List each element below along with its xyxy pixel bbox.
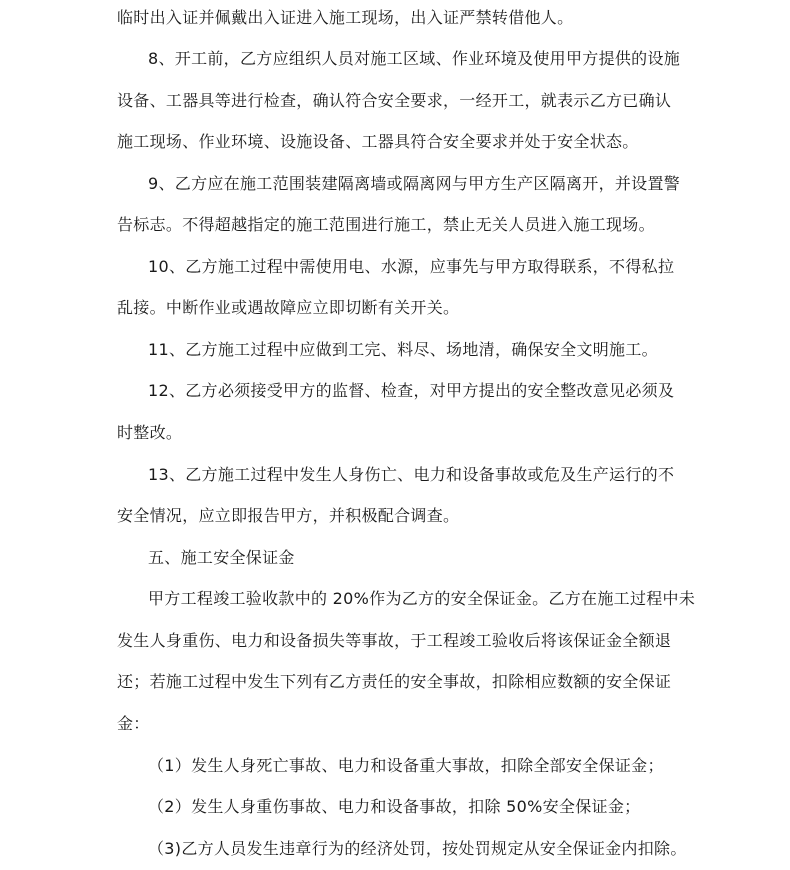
text-line: 10、乙方施工过程中需使用电、水源，应事先与甲方取得联系，不得私拉 [148,257,675,276]
text-line: 时整改。 [117,423,183,442]
section-heading: 五、施工安全保证金 [148,548,295,567]
text-line: 甲方工程竣工验收款中的 20%作为乙方的安全保证金。乙方在施工过程中未 [148,589,696,608]
text-line: 12、乙方必须接受甲方的监督、检查，对甲方提出的安全整改意见必须及 [148,381,675,400]
text-line: 13、乙方施工过程中发生人身伤亡、电力和设备事故或危及生产运行的不 [148,465,675,484]
text-line: 还；若施工过程中发生下列有乙方责任的安全事故，扣除相应数额的安全保证 [117,672,672,691]
text-line: 9、乙方应在施工范围装建隔离墙或隔离网与甲方生产区隔离开，并设置警 [148,174,681,193]
text-line: 11、乙方施工过程中应做到工完、料尽、场地清，确保安全文明施工。 [148,340,658,359]
text-line: 临时出入证并佩戴出入证进入施工现场，出入证严禁转借他人。 [117,8,574,27]
text-line: 乱接。中断作业或遇故障应立即切断有关开关。 [117,298,460,317]
list-item: （1）发生人身死亡事故、电力和设备重大事故，扣除全部安全保证金； [148,756,664,775]
list-item: （2）发生人身重伤事故、电力和设备事故，扣除 50%安全保证金； [148,797,641,816]
list-item: （3)乙方人员发生违章行为的经济处罚，按处罚规定从安全保证金内扣除。 [148,839,687,858]
text-line: 告标志。不得超越指定的施工范围进行施工，禁止无关人员进入施工现场。 [117,215,655,234]
text-line: 施工现场、作业环境、设施设备、工器具符合安全要求并处于安全状态。 [117,132,639,151]
text-line: 金： [117,714,150,733]
text-line: 发生人身重伤、电力和设备损失等事故，于工程竣工验收后将该保证金全额退 [117,631,672,650]
text-line: 安全情况，应立即报告甲方，并积极配合调查。 [117,506,460,525]
text-line: 设备、工器具等进行检查，确认符合安全要求，一经开工，就表示乙方已确认 [117,91,672,110]
text-line: 8、开工前，乙方应组织人员对施工区域、作业环境及使用甲方提供的设施 [148,49,681,68]
